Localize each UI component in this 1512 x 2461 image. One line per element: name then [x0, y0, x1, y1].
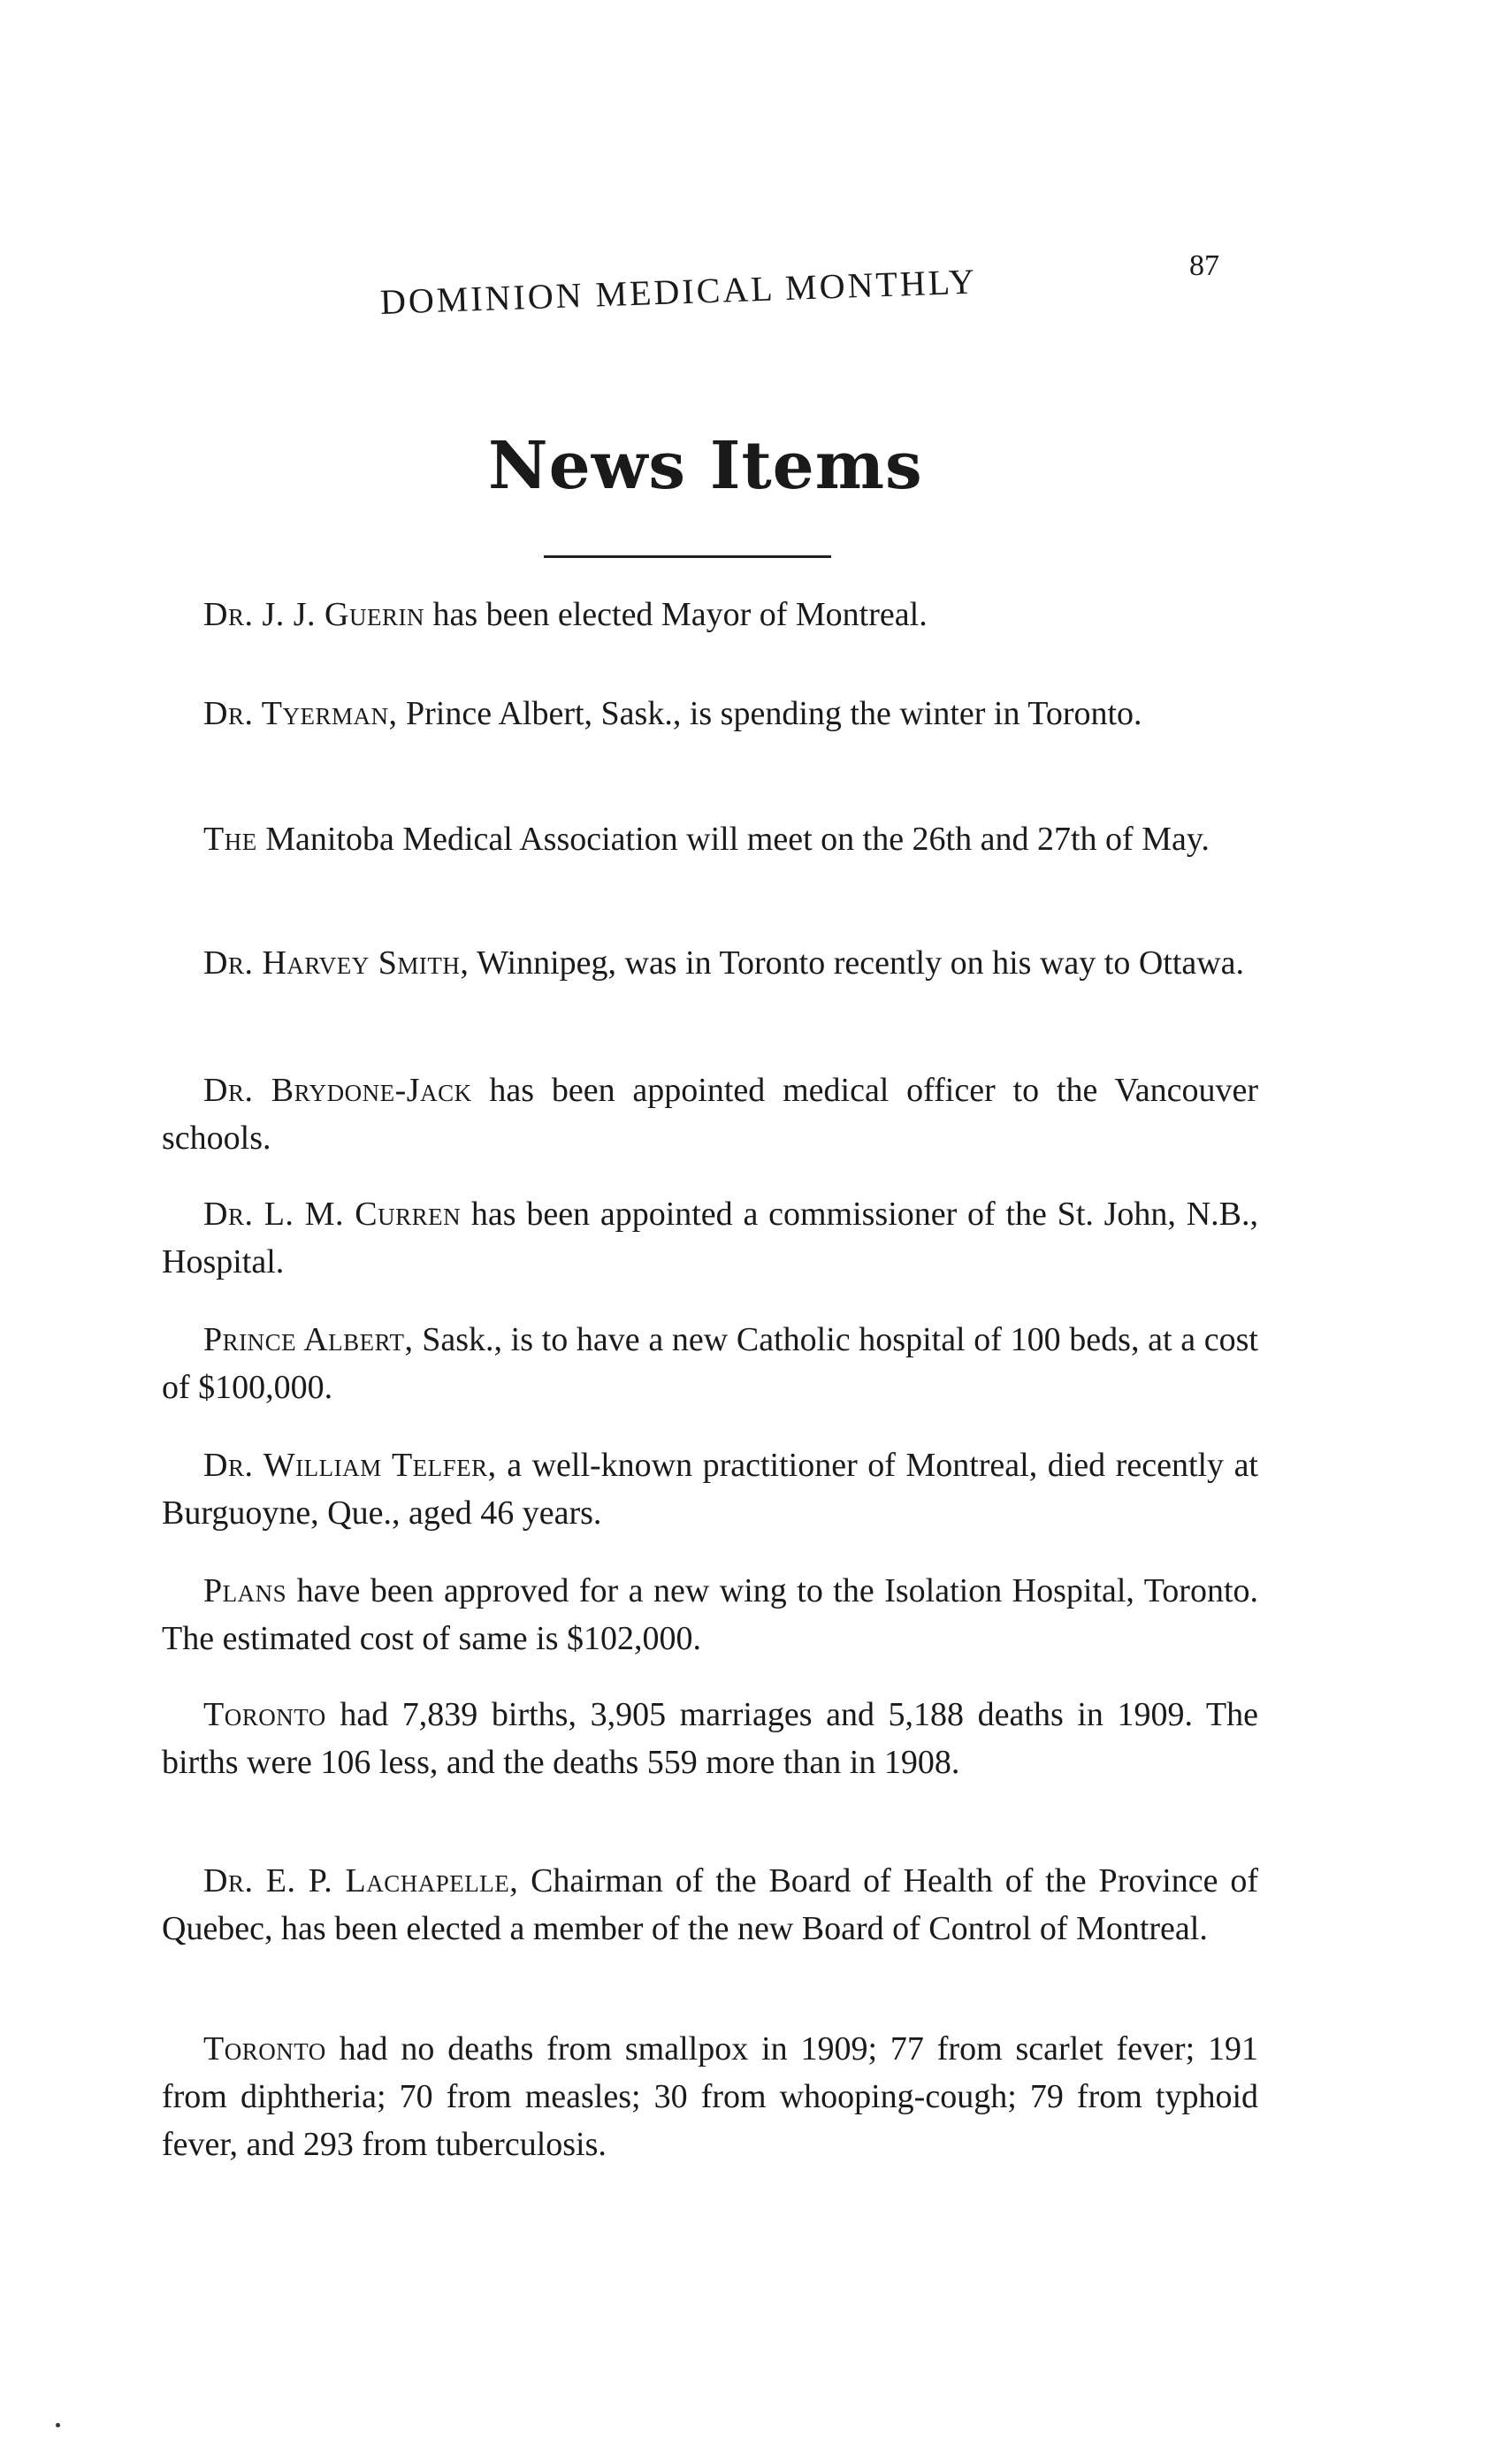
- news-item: [162, 939, 1258, 987]
- news-item-lead: Toronto: [203, 1696, 326, 1733]
- section-title: News Items: [488, 428, 923, 504]
- news-item-lead: Dr. J. J. Guerin: [203, 596, 424, 633]
- news-item-text: has been elected Mayor of Montreal.: [424, 596, 928, 633]
- news-item-text: had 7,839 births, 3,905 marriages and 5,188 deaths in 1909. The births were 106 less, and the deaths 559 more than in 1908.: [162, 1696, 1258, 1781]
- news-item: [162, 1567, 1258, 1662]
- news-item-lead: Toronto: [203, 2030, 326, 2067]
- news-item-text: Prince Albert, Sask., is spending the winter in Toronto.: [397, 695, 1142, 732]
- news-item: [162, 815, 1258, 863]
- news-item: [162, 1691, 1258, 1786]
- running-head: DOMINION MEDICAL MONTHLY: [379, 261, 978, 322]
- news-item-lead: Dr. Brydone-Jack: [203, 1072, 472, 1109]
- news-item: [162, 1857, 1258, 1953]
- news-item: [162, 1190, 1258, 1286]
- news-item-lead: Dr. L. M. Curren: [203, 1196, 462, 1233]
- news-item: [162, 2025, 1258, 2168]
- news-item: [162, 1316, 1258, 1411]
- news-item-lead: Prince Albert,: [203, 1321, 414, 1358]
- news-item-text: Winnipeg, was in Toronto recently on his way to Ottawa.: [469, 944, 1245, 982]
- news-item-text: have been approved for a new wing to the Isolation Hospital, Toronto. The estimated cost of same is $102,000.: [162, 1572, 1258, 1657]
- news-item-text: a well-known practitioner of Montreal, died recently at Burguoyne, Que., aged 46 years.: [162, 1447, 1258, 1532]
- news-item-lead: Plans: [203, 1572, 287, 1609]
- news-item-text: had no deaths from smallpox in 1909; 77 from scarlet fever; 191 from diphtheria; 70 from measles; 30 from whooping-cough; 79 from typhoid fever, and 293 from tuberculosis.: [162, 2030, 1258, 2163]
- news-item-text: Manitoba Medical Association will meet on the 26th and 27th of May.: [256, 821, 1210, 858]
- news-item-text: has been appointed a commissioner of the St. John, N.B., Hospital.: [162, 1196, 1258, 1280]
- news-item-text: Sask., is to have a new Catholic hospital of 100 beds, at a cost of $100,000.: [162, 1321, 1258, 1406]
- news-item: [162, 591, 1258, 638]
- news-item-lead: Dr. Tyerman,: [203, 695, 398, 732]
- news-item: [162, 690, 1258, 738]
- news-item-text: Chairman of the Board of Health of the Province of Quebec, has been elected a member of the new Board of Control of Montreal.: [162, 1862, 1258, 1947]
- news-item: [162, 1066, 1258, 1162]
- news-item-lead: Dr. E. P. Lachapelle,: [203, 1862, 519, 1899]
- news-item-text: has been appointed medical officer to the Vancouver schools.: [162, 1072, 1258, 1157]
- news-item-lead: Dr. Harvey Smith,: [203, 944, 470, 982]
- news-item-lead: Dr. William Telfer,: [203, 1447, 497, 1484]
- news-item-lead: The: [203, 821, 257, 858]
- page-speck: [56, 2423, 60, 2427]
- page-number: 87: [1189, 249, 1219, 282]
- news-item: [162, 1441, 1258, 1537]
